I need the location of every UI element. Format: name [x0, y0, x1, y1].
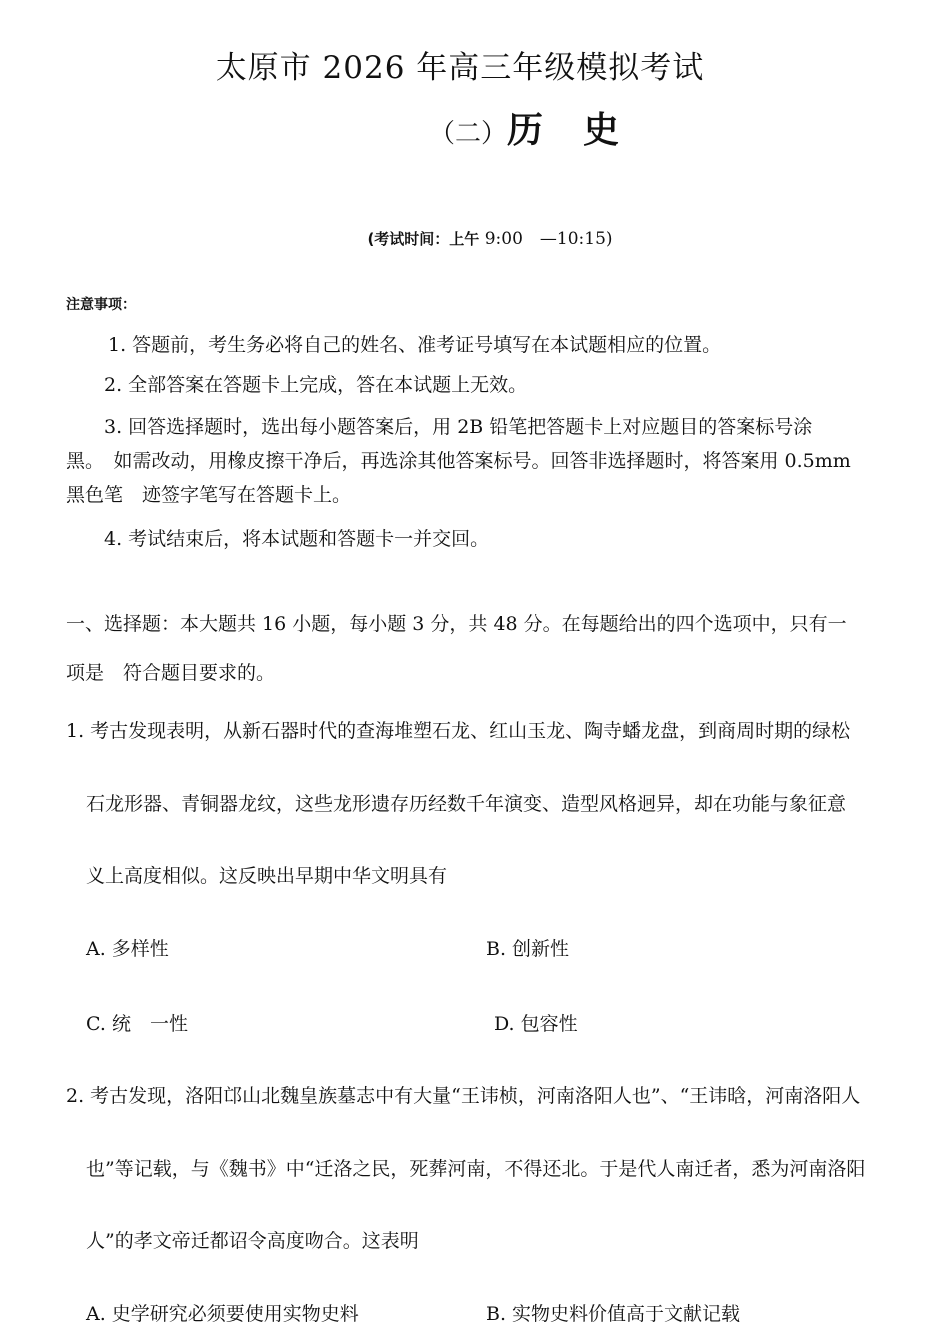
exam-time-value: 9:00 —10:15)	[484, 229, 613, 249]
question-1-option-d: D. 包容性	[494, 1013, 578, 1035]
question-1-option-b: B. 创新性	[486, 938, 570, 960]
question-2-option-b: B. 实物史料价值高于文献记载	[486, 1303, 741, 1325]
question-1-line-2: 石龙形器、青铜器龙纹，这些龙形遗存历经数千年演变、造型风格迥异，却在功能与象征意	[86, 793, 847, 815]
question-1-option-a: A. 多样性	[86, 938, 169, 960]
question-2-option-a: A. 史学研究必须要使用实物史料	[86, 1303, 359, 1325]
note-item-1: 1. 答题前，考生务必将自己的姓名、准考证号填写在本试题相应的位置。	[108, 334, 722, 356]
subject-name: 历 史	[507, 109, 622, 151]
question-2-line-1: 2. 考古发现，洛阳邙山北魏皇族墓志中有大量“王讳桢，河南洛阳人也”、“王讳晗，河南洛阳人	[66, 1085, 861, 1107]
exam-title: 太原市 2026 年高三年级模拟考试	[215, 50, 705, 86]
question-1-option-c: C. 统 一性	[86, 1013, 188, 1035]
exam-time	[0, 224, 950, 249]
note-item-3-line-3: 黑色笔 迹签字笔写在答题卡上。	[66, 484, 352, 506]
question-1-line-3: 义上高度相似。这反映出早期中华文明具有	[86, 865, 448, 887]
notes-heading: 注意事项：	[66, 297, 136, 313]
note-item-2: 2. 全部答案在答题卡上完成，答在本试题上无效。	[104, 374, 528, 396]
section-heading-line-1: 一、选择题：本大题共 16 小题，每小题 3 分，共 48 分。在每题给出的四个选项中，只有一	[66, 613, 847, 635]
note-item-3-line-2: 黑。 如需改动，用橡皮擦干净后，再选涂其他答案标号。回答非选择题时，将答案用 0.5mm	[66, 450, 851, 472]
section-heading-line-2: 项是 符合题目要求的。	[66, 662, 276, 684]
note-item-3-line-1: 3. 回答选择题时，选出每小题答案后，用 2B 铅笔把答题卡上对应题目的答案标号涂	[104, 416, 813, 438]
question-2-line-2: 也”等记载，与《魏书》中“迁洛之民，死葬河南，不得还北。于是代人南迁者，悉为河南洛阳	[86, 1158, 866, 1180]
exam-time-label: (考试时间：上午	[367, 230, 480, 248]
question-1-line-1: 1. 考古发现表明，从新石器时代的查海堆塑石龙、红山玉龙、陶寺蟠龙盘，到商周时期的绿松	[66, 720, 851, 742]
exam-subtitle	[0, 102, 950, 153]
note-item-4: 4. 考试结束后，将本试题和答题卡一并交回。	[104, 528, 490, 550]
paper-number: （二）	[428, 119, 507, 149]
question-2-line-3: 人”的孝文帝迁都诏令高度吻合。这表明	[86, 1230, 419, 1252]
